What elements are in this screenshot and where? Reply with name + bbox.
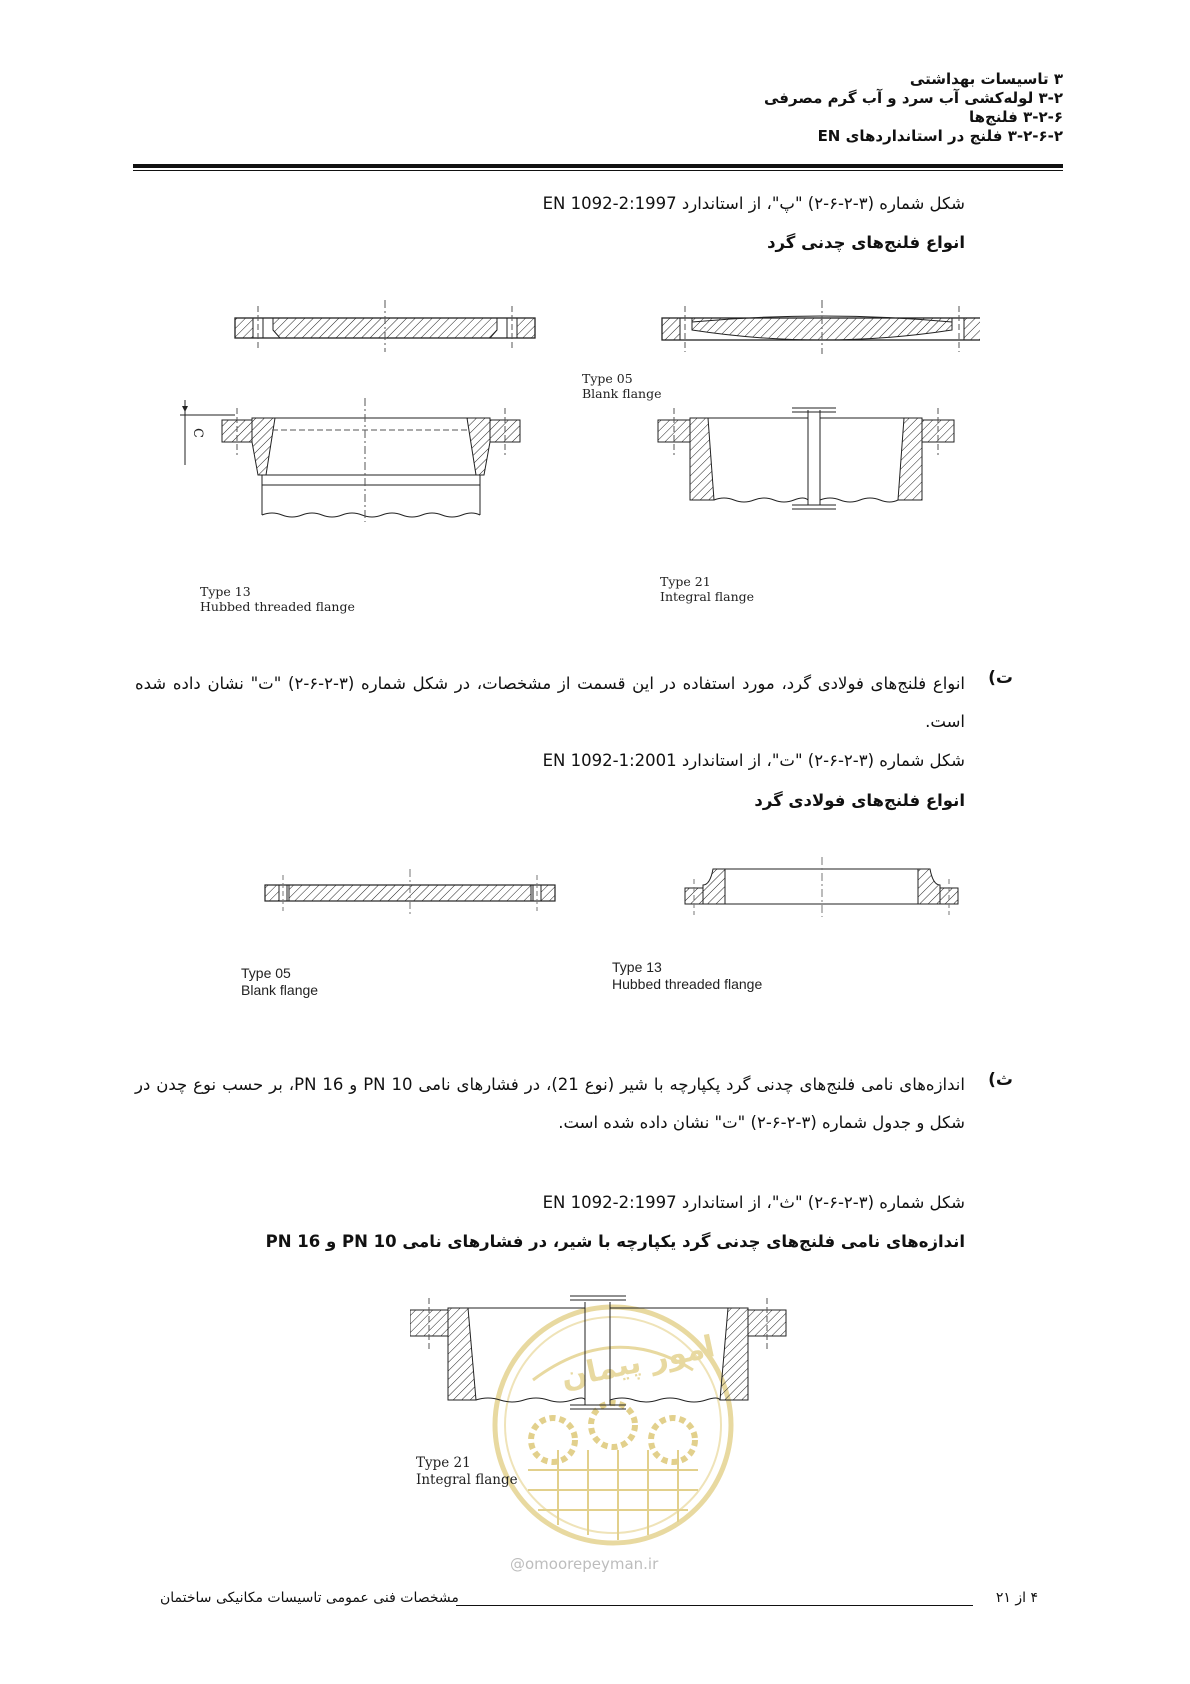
footer-page-number: ۴ از ۲۱ xyxy=(995,1590,1038,1606)
label-type21-valve-name: Integral flange xyxy=(416,1472,518,1488)
figure-p-title: انواع فلنج‌های چدنی گرد xyxy=(767,233,965,252)
watermark-site-text: omoorepeyman.ir xyxy=(525,1555,659,1573)
watermark-site xyxy=(510,1555,658,1573)
figure-t-drawing xyxy=(230,855,990,945)
label-type21-valve-number: Type 21 xyxy=(416,1455,471,1471)
footer-title: مشخصات فنی عمومی تاسیسات مکانیکی ساختمان xyxy=(160,1590,459,1606)
header-rule-thin xyxy=(133,170,1063,171)
drawing-steel-blank-flange xyxy=(265,869,555,915)
header-line-4: ۳-۲-۶-۲ فلنج در استانداردهای EN xyxy=(817,127,1063,145)
dim-label-c: C xyxy=(190,428,205,438)
label-type13-steel-name: Hubbed threaded flange xyxy=(612,976,763,992)
label-type05-steel-name: Blank flange xyxy=(241,982,319,998)
watermark-text: امور پیمان xyxy=(558,1329,718,1396)
header-line-1: ۳ تاسیسات بهداشتی xyxy=(909,70,1063,88)
footer-rule xyxy=(456,1605,973,1606)
label-type21-cast-number: Type 21 xyxy=(660,574,711,589)
label-type13-steel-number: Type 13 xyxy=(612,959,662,975)
section-t-marker: ت) xyxy=(988,668,1013,688)
drawing-blank-flange-right xyxy=(662,300,980,354)
at-icon: @ xyxy=(510,1555,525,1573)
figure-th-title: اندازه‌های نامی فلنج‌های چدنی گرد یکپارچه با شیر، در فشارهای نامی PN 10 و PN 16 xyxy=(265,1232,965,1251)
label-type05-cast-name: Blank flange xyxy=(582,386,662,401)
label-type13-cast-number: Type 13 xyxy=(200,584,251,599)
figure-t-caption: شکل شماره (۳-۲-۶-۲) "ت"، از استاندارد EN 1092-1:2001 xyxy=(542,751,965,770)
label-type05-cast xyxy=(582,371,661,401)
figure-p-drawing xyxy=(180,290,980,620)
figure-th-caption: شکل شماره (۳-۲-۶-۲) "ث"، از استاندارد EN 1092-2:1997 xyxy=(542,1193,965,1212)
drawing-steel-hubbed-flange xyxy=(685,857,958,917)
drawing-integral-flange xyxy=(658,408,954,509)
section-th-marker: ث) xyxy=(988,1070,1013,1090)
label-type05-cast-number: Type 05 xyxy=(582,371,633,386)
figure-p-caption: شکل شماره (۳-۲-۶-۲) "پ"، از استاندارد EN 1092-2:1997 xyxy=(542,194,965,213)
figure-th-drawing xyxy=(410,1290,790,1440)
label-type13-steel xyxy=(612,959,762,993)
label-type21-cast-name: Integral flange xyxy=(660,589,755,604)
label-type13-cast-name: Hubbed threaded flange xyxy=(200,599,355,614)
header-line-3: ۳-۲-۶ فلنج‌ها xyxy=(968,108,1063,126)
label-type13-cast xyxy=(200,584,355,614)
label-type21-valve xyxy=(416,1455,518,1489)
drawing-hubbed-threaded-flange xyxy=(180,398,520,522)
section-th-paragraph: اندازه‌های نامی فلنج‌های چدنی گرد پکپارچه با شیر (نوع 21)، در فشارهای نامی PN 10 و PN 16، بر حسب نوع چدن در شکل و جدول شماره (۳-۲-۶-۲) "ت" نشان داده شده است. xyxy=(135,1075,965,1132)
header-block xyxy=(764,70,1063,146)
figure-t-title: انواع فلنج‌های فولادی گرد xyxy=(754,791,965,810)
header-line-2: ۳-۲ لوله‌کشی آب سرد و آب گرم مصرفی xyxy=(763,89,1063,107)
header-rule-thick xyxy=(133,164,1063,168)
section-t-paragraph: انواع فلنج‌های فولادی گرد، مورد استفاده در این قسمت از مشخصات، در شکل شماره (۳-۲-۶-۲) "ت" نشان داده شده است. xyxy=(135,674,965,731)
label-type21-cast xyxy=(660,574,754,604)
label-type05-steel-number: Type 05 xyxy=(241,965,291,981)
drawing-blank-flange-left xyxy=(235,300,535,352)
label-type05-steel xyxy=(241,965,318,999)
drawing-integral-flange-valve xyxy=(410,1296,786,1409)
